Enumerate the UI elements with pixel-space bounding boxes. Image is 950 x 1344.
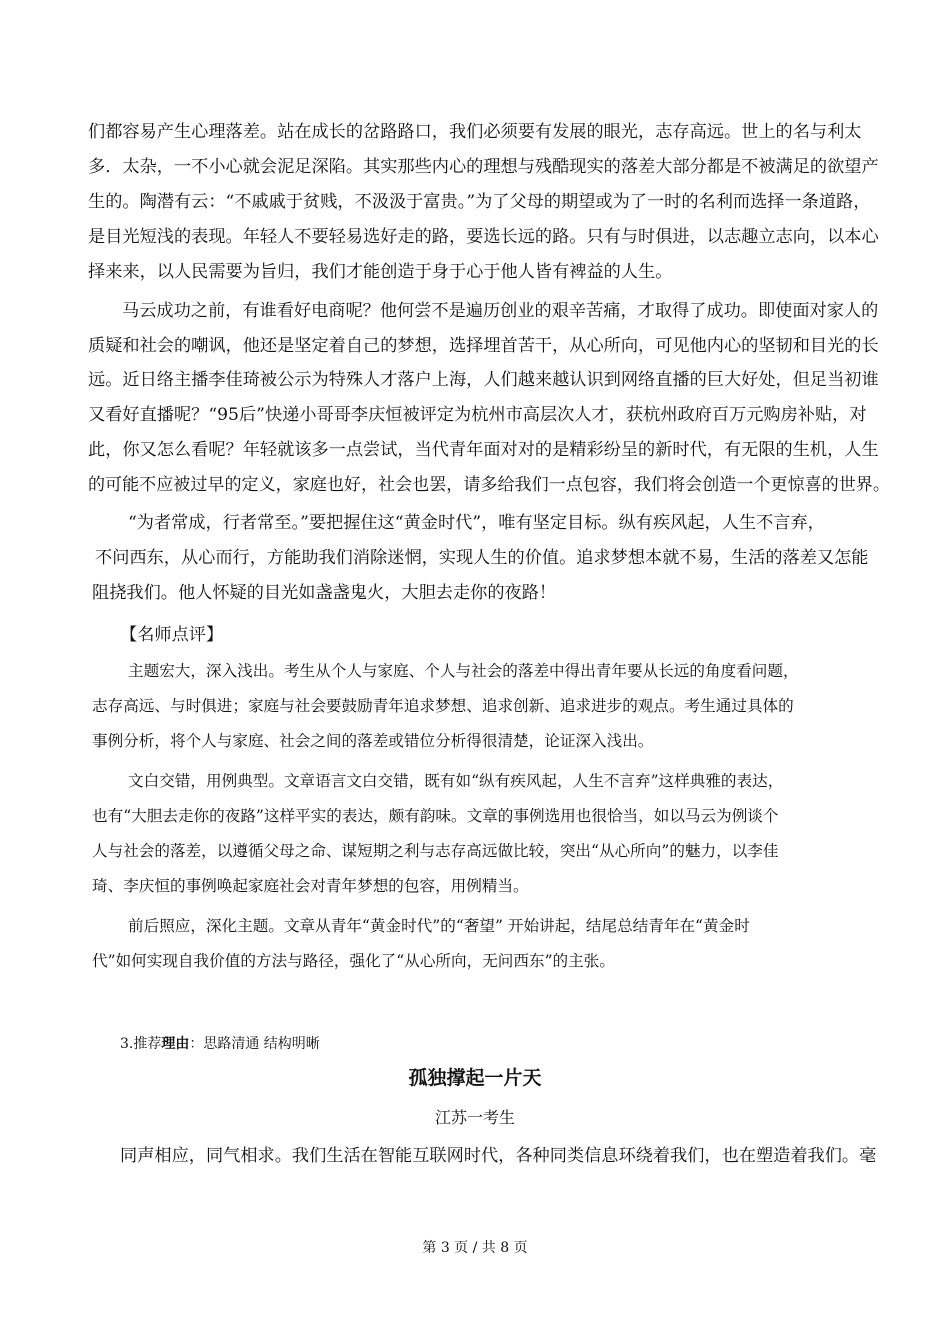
comment-line: 事例分析，将个人与家庭、社会之间的落差或错位分析得很清楚，论证深入浅出。 xyxy=(92,732,654,750)
comment-line: 主题宏大，深入浅出。考生从个人与家庭、个人与社会的落差中得出青年要从长远的角度看问题， xyxy=(128,662,799,680)
recommend-prefix: 3.推荐 xyxy=(120,1036,162,1052)
essay-first-line: 同声相应，同气相求。我们生活在智能互联网时代，各种同类信息环绕着我们，也在塑造着我们。毫 xyxy=(120,1146,877,1166)
recommend-bold-label: 理由 xyxy=(161,1036,190,1052)
page-footer: 第 3 页 / 共 8 页 xyxy=(422,1240,528,1256)
body-line: 生的。陶潜有云：“不戚戚于贫贱，不汲汲于富贵。”为了父母的期望或为了一时的名利而选择一条道路， xyxy=(88,192,871,212)
comment-line: 前后照应，深化主题。文章从青年“黄金时代”的“奢望” 开始讲起，结尾总结青年在“黄金时 xyxy=(128,917,750,935)
recommend-text: ：思路清通 结构明晰 xyxy=(189,1036,320,1052)
essay-title: 孤独撑起一片天 xyxy=(408,1067,542,1089)
essay-author: 江苏一考生 xyxy=(434,1108,515,1127)
body-line: 质疑和社会的嘲讽，他还是坚定着自己的梦想，选择埋首苦干，从心所向，可见他内心的坚韧和目光的长 xyxy=(88,336,879,356)
comment-line: 琦、李庆恒的事例唤起家庭社会对青年梦想的包容，用例精当。 xyxy=(92,877,529,895)
body-line: “为者常成，行者常至。”要把握住这“黄金时代”，唯有坚定目标。纵有疾风起，人生不言弃， xyxy=(128,513,825,533)
body-line: 的可能不应被过早的定义，家庭也好，社会也罢，请多给我们一点包容，我们将会创造一个更惊喜的世界。 xyxy=(88,475,890,495)
body-line: 阻挠我们。他人怀疑的目光如盏盏鬼火，大胆去走你的夜路！ xyxy=(92,583,557,603)
body-line: 不问西东，从心而行，方能助我们消除迷惘，实现人生的价值。追求梦想本就不易，生活的落差又怎能 xyxy=(95,548,869,568)
comment-line: 也有“大胆去走你的夜路”这样平实的表达，颇有韵味。文章的事例选用也很恰当，如以马云为例谈个 xyxy=(92,807,779,825)
body-line: 择来来，以人民需要为旨归，我们才能创造于身于心于他人皆有裨益的人生。 xyxy=(88,262,673,282)
recommend-reason xyxy=(120,1033,320,1055)
comment-line: 志存高远、与时俱进；家庭与社会要鼓励青年追求梦想、追求创新、追求进步的观点。考生通过具体的 xyxy=(92,697,794,715)
body-line: 是目光短浅的表现。年轻人不要轻易选好走的路，要选长远的路。只有与时俱进，以志趣立志向，以本心 xyxy=(88,227,879,247)
body-line: 远。近日络主播李佳琦被公示为特殊人才落户上海，人们越来越认识到网络直播的巨大好处，但足当初谁 xyxy=(88,370,879,390)
comment-heading: 【名师点评】 xyxy=(120,625,224,645)
body-line: 又看好直播呢？“95后”快递小哥哥李庆恒被评定为杭州市高层次人才，获杭州政府百万元购房补贴，对 xyxy=(88,405,867,425)
body-line: 马云成功之前，有谁看好电商呢？他何尝不是遍历创业的艰辛苦痛，才取得了成功。即使面对家人的 xyxy=(122,301,879,321)
body-line: 此，你又怎么看呢？年轻就该多一点尝试，当代青年面对对的是精彩纷呈的新时代，有无限的生机，人生 xyxy=(88,440,879,460)
body-line: 多．太杂，一不小心就会泥足深陷。其实那些内心的理想与残酷现实的落差大部分都是不被满足的欲望产 xyxy=(88,157,879,177)
comment-line: 文白交错，用例典型。文章语言文白交错，既有如“纵有疾风起，人生不言弃”这样典雅的表达， xyxy=(128,772,784,790)
comment-line: 代”如何实现自我价值的方法与路径，强化了“从心所向，无问西东”的主张。 xyxy=(92,952,615,970)
comment-line: 人与社会的落差，以遵循父母之命、谋短期之利与志存高远做比较，突出“从心所向”的魅力，以李佳 xyxy=(92,842,779,860)
body-line: 们都容易产生心理落差。站在成长的岔路路口，我们必须要有发展的眼光，志存高远。世上的名与利太 xyxy=(88,122,862,142)
